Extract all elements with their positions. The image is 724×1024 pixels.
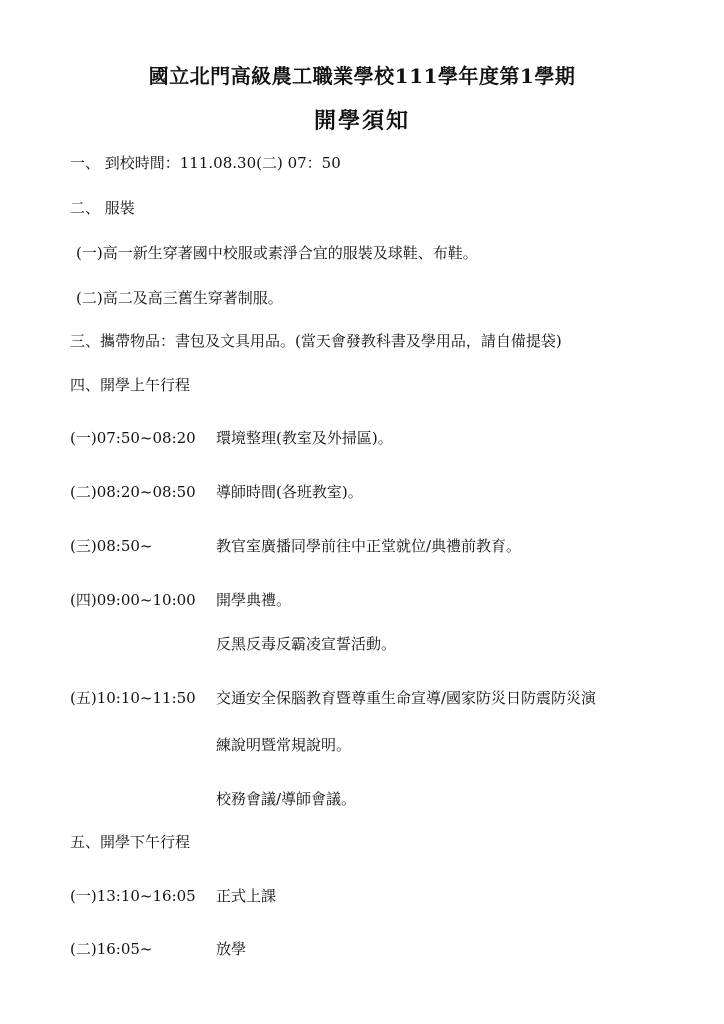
schedule-row: [70, 590, 291, 610]
schedule-activity: 開學典禮。: [216, 591, 292, 609]
schedule-time: (二)08:20~08:50: [70, 483, 196, 501]
schedule-activity-continued: 反黑反毒反霸凌宣誓活動。: [216, 635, 397, 653]
schedule-activity: 放學: [216, 940, 247, 958]
document-title: 國立北門高級農工職業學校111學年度第1學期: [148, 64, 576, 88]
schedule-time: (五)10:10~11:50: [70, 689, 196, 707]
afternoon-schedule-heading: 五、開學下午行程: [70, 833, 191, 851]
schedule-time: (三)08:50~: [70, 537, 153, 555]
arrival-time: 一、 到校時間：111.08.30(二) 07：50: [70, 154, 341, 172]
schedule-row: [70, 482, 363, 502]
schedule-row: [70, 886, 276, 906]
schedule-row: [70, 939, 246, 959]
schedule-activity: 環境整理(教室及外掃區)。: [216, 429, 393, 447]
schedule-row: [70, 428, 393, 448]
uniform-item-freshmen: (一)高一新生穿著國中校服或素淨合宜的服裝及球鞋、布鞋。: [76, 244, 478, 262]
schedule-activity: 導師時間(各班教室)。: [216, 483, 363, 501]
schedule-activity-continued: 校務會議/導師會議。: [216, 790, 357, 808]
morning-schedule-heading: 四、開學上午行程: [70, 376, 191, 394]
items-to-bring: 三、攜帶物品：書包及文具用品。(當天會發教科書及學用品，請自備提袋): [70, 332, 562, 350]
schedule-activity: 教官室廣播同學前往中正堂就位/典禮前教育。: [216, 537, 522, 555]
schedule-row: [70, 536, 521, 556]
uniform-item-seniors: (二)高二及高三舊生穿著制服。: [76, 289, 283, 307]
schedule-activity-continued: 練說明暨常規說明。: [216, 736, 352, 754]
schedule-activity: 交通安全保腦教育暨尊重生命宣導/國家防災日防震防災演: [216, 689, 597, 707]
schedule-time: (二)16:05~: [70, 940, 153, 958]
schedule-time: (四)09:00~10:00: [70, 591, 196, 609]
schedule-time: (一)13:10~16:05: [70, 887, 196, 905]
document-subtitle: 開學須知: [313, 108, 410, 134]
schedule-activity: 正式上課: [216, 887, 277, 905]
uniform-heading: 二、 服裝: [70, 199, 135, 217]
schedule-time: (一)07:50~08:20: [70, 429, 196, 447]
schedule-row: [70, 688, 596, 708]
